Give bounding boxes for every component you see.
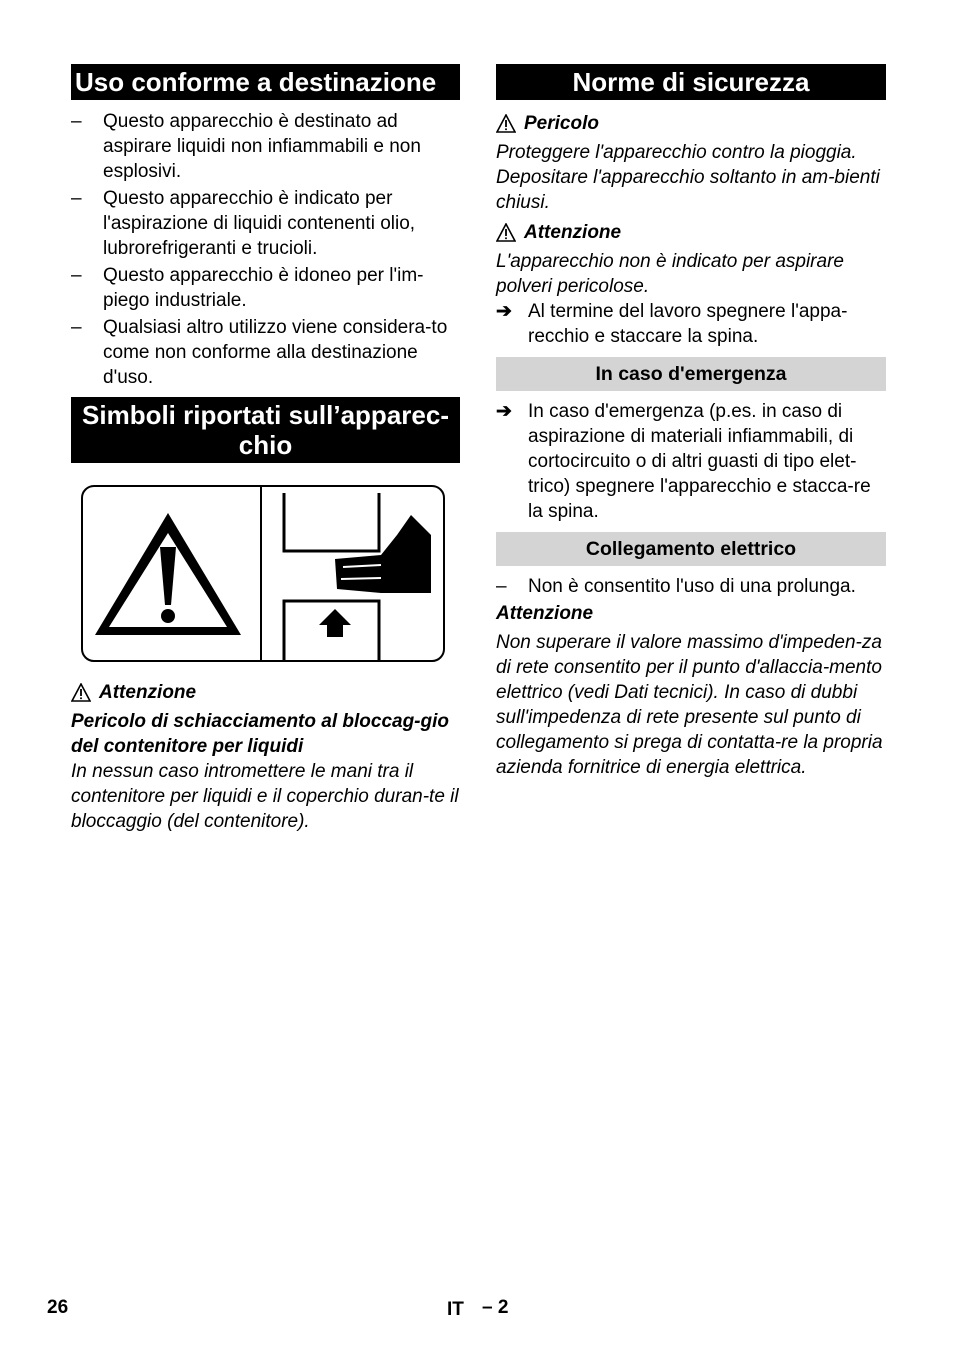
dash-marker: –: [496, 576, 507, 597]
symbol-label-figure: [81, 485, 460, 668]
danger-heading: Pericolo: [496, 111, 886, 136]
crush-hazard-warning-title: Pericolo di schiacciamento al bloccag-gio del contenitore per liquidi: [71, 711, 449, 757]
instruction-step: ➔ Al termine del lavoro spegnere l'appa-recchio e staccare la spina.: [496, 301, 848, 347]
dash-marker: –: [71, 265, 82, 286]
crush-hazard-warning-text: In nessun caso intromettere le mani tra il contenitore per liquidi e il coperchio duran-te il bloccaggio (del contenitore).: [71, 761, 459, 832]
dash-marker: –: [71, 188, 82, 209]
danger-text: Proteggere l'apparecchio contro la pioggia. Depositare l'apparecchio soltanto in am-bienti chiusi.: [496, 142, 880, 213]
subheading-electrical-connection: Collegamento elettrico: [496, 532, 886, 566]
section-heading-intended-use: Uso conforme a destinazione: [71, 64, 460, 100]
warning-heading: Attenzione: [71, 680, 460, 705]
crush-hazard-symbol-icon: [81, 485, 445, 663]
arrow-right-icon: ➔: [496, 401, 512, 422]
list-item: – Non è consentito l'uso di una prolunga.: [496, 576, 856, 597]
warning-triangle-icon: [496, 223, 516, 242]
section-heading-safety: Norme di sicurezza: [496, 64, 886, 100]
dash-marker: –: [71, 111, 82, 132]
electrical-list: [496, 574, 886, 599]
warning-triangle-icon: [496, 114, 516, 133]
attention-heading: Attenzione: [496, 220, 886, 245]
page-code: – 2: [482, 1297, 509, 1318]
attention-heading-2: Attenzione: [496, 603, 594, 624]
attention-text: L'apparecchio non è indicato per aspirare polveri pericolose.: [496, 251, 844, 297]
attention-text-2: Non superare il valore massimo d'impeden-za di rete consentito per il punto d'allaccia-mento elettrico (vedi Dati tecnici). In caso di dubbi sull'impedenza di rete presente sul punto di collegamento si prega di contatta-re la propria azienda fornitrice di energia elettrica.: [496, 632, 883, 778]
subheading-emergency: In caso d'emergenza: [496, 357, 886, 391]
list-item: – Questo apparecchio è idoneo per l'im-piego industriale.: [71, 265, 424, 311]
dash-marker: –: [71, 317, 82, 338]
warning-triangle-icon: [71, 683, 91, 702]
right-column: [496, 64, 886, 780]
section-heading-symbols: Simboli riportati sull’apparec-chio: [71, 397, 460, 463]
page-number: 26: [47, 1297, 69, 1318]
language-code: IT: [447, 1299, 464, 1320]
intended-use-list: [71, 109, 460, 390]
list-item: – Questo apparecchio è destinato ad aspirare liquidi non infiammabili e non esplosivi.: [71, 111, 421, 182]
instruction-step: ➔ In caso d'emergenza (p.es. in caso di aspirazione di materiali infiammabili, di cortocircuito o di altri guasti di tipo elet-trico) spegnere l'apparecchio e stacca-re la spina.: [496, 401, 871, 522]
left-column: [71, 64, 460, 834]
list-item: – Questo apparecchio è indicato per l'aspirazione di liquidi contenenti olio, lubrorefrigeranti e trucioli.: [71, 188, 416, 259]
list-item: – Qualsiasi altro utilizzo viene considera-to come non conforme alla destinazione d'uso.: [71, 317, 448, 388]
arrow-right-icon: ➔: [496, 301, 512, 322]
